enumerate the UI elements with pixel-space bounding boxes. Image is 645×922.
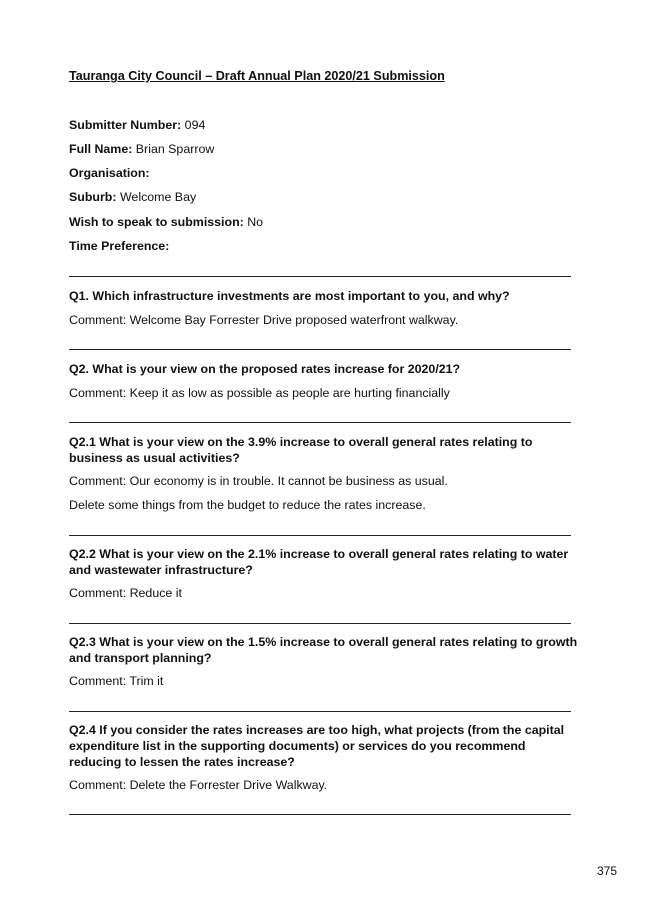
wish-to-speak-field [69, 215, 263, 229]
divider [69, 814, 571, 815]
comment-q1: Comment: Welcome Bay Forrester Drive proposed waterfront walkway. [69, 313, 459, 327]
question-q2-3: Q2.3 What is your view on the 1.5% increase to overall general rates relating to growth and transport planning? [69, 635, 578, 665]
comment-q2-1: Comment: Our economy is in trouble. It cannot be business as usual. [69, 474, 448, 488]
page-number: 375 [596, 864, 617, 878]
full-name-label: Full Name: [69, 142, 133, 156]
divider [69, 535, 571, 536]
submitter-number-value: 094 [184, 118, 206, 132]
comment-q2-3: Comment: Trim it [69, 674, 164, 688]
question-q2-1: Q2.1 What is your view on the 3.9% increase to overall general rates relating to business as usual activities? [69, 435, 533, 465]
divider [69, 276, 571, 277]
wish-to-speak-label: Wish to speak to submission: [69, 215, 244, 229]
divider [69, 349, 571, 350]
question-q2-4: Q2.4 If you consider the rates increases are too high, what projects (from the capital expenditure list in the supporting documents) or services do you recommend reducing to lessen the rates increase? [69, 723, 565, 769]
question-q2: Q2. What is your view on the proposed rates increase for 2020/21? [69, 362, 461, 376]
time-preference-field [69, 239, 169, 253]
document-title: Tauranga City Council – Draft Annual Plan 2020/21 Submission [69, 69, 445, 83]
organisation-label: Organisation: [69, 166, 150, 180]
organisation-field [69, 166, 150, 180]
submitter-number-label: Submitter Number: [69, 118, 182, 132]
comment-q2-2: Comment: Reduce it [69, 586, 182, 600]
comment-q2-1-continued: Delete some things from the budget to reduce the rates increase. [69, 498, 426, 512]
time-preference-label: Time Preference: [69, 239, 170, 253]
divider [69, 623, 571, 624]
suburb-field [69, 190, 196, 204]
divider [69, 422, 571, 423]
comment-q2-4: Comment: Delete the Forrester Drive Walkway. [69, 778, 328, 792]
full-name-value: Brian Sparrow [135, 142, 215, 156]
submitter-number-field [69, 118, 205, 132]
question-q1: Q1. Which infrastructure investments are most important to you, and why? [69, 289, 510, 303]
suburb-label: Suburb: [69, 190, 117, 204]
suburb-value: Welcome Bay [119, 190, 197, 204]
comment-q2: Comment: Keep it as low as possible as people are hurting financially [69, 386, 450, 400]
question-q2-2: Q2.2 What is your view on the 2.1% increase to overall general rates relating to water and wastewater infrastructure? [69, 547, 569, 577]
full-name-field [69, 142, 214, 156]
wish-to-speak-value: No [247, 215, 264, 229]
divider [69, 711, 571, 712]
